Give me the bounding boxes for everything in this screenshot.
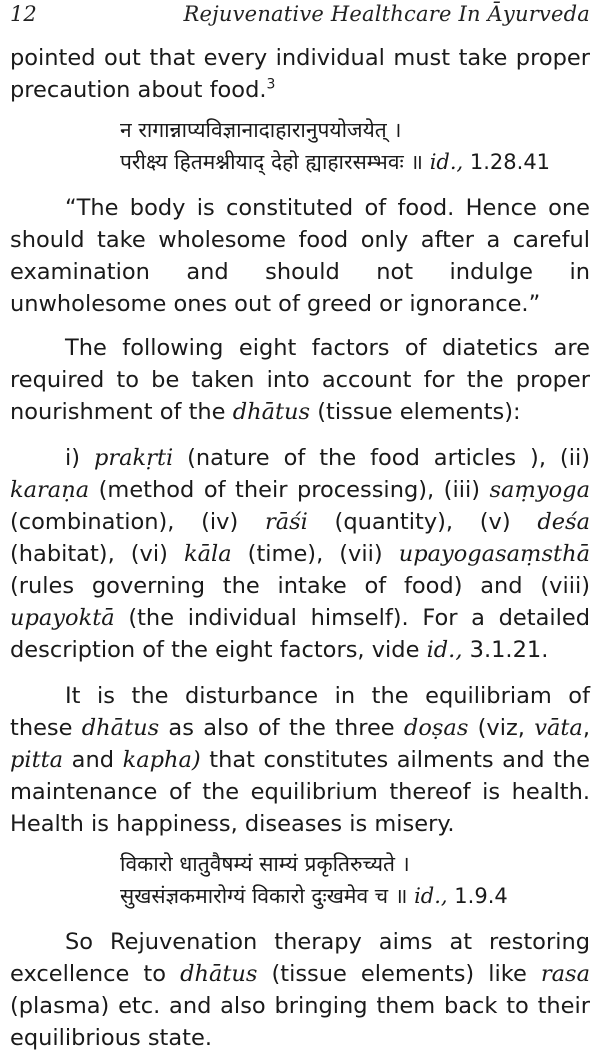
p5-i4: pitta [10,747,64,773]
paragraph-5 [10,680,590,840]
verse-2-ref: 1.9.4 [454,884,508,908]
p6-i2: rasa [540,961,590,987]
p4-t2: (nature of the food articles ), (ii) [173,445,590,471]
p4-t5: (quantity), (v) [307,509,538,535]
verse-1-line-1: न रागान्नाप्यविज्ञानादाहारानुपयोजयेत् । [120,118,402,142]
p5-t2: as also of the three [159,715,404,741]
p4-i2: karaṇa [10,477,90,503]
p4-t7: (time), (vii) [231,541,399,567]
p5-t4: , [582,715,590,741]
p3-text-b: (tissue elements): [310,399,521,425]
verse-1-ref: 1.28.41 [469,150,551,174]
p4-t4: (combination), (iv) [10,509,265,535]
p4-t1: i) [65,445,94,471]
p4-i5: deśa [537,509,591,535]
page-number: 12 [10,2,37,26]
footnote-marker: 3 [266,76,276,93]
running-title: Rejuvenative Healthcare In Āyurveda [183,2,590,26]
verse-2-line-2 [10,880,590,912]
p4-t8: (rules governing the intake of food) and (viii) [10,573,590,599]
p5-t5: and [63,747,123,773]
paragraph-1 [10,42,590,106]
paragraph-3 [10,332,590,428]
p5-t6: that constitutes ailments and the maintenance of the equilibrium thereof is health. Health is happiness, diseases is misery. [10,747,590,837]
p4-i9: id., [426,637,463,663]
p4-i1: prakṛti [93,445,174,471]
p6-t3: (plasma) etc. and also bringing them back to their equilibrious state. [10,993,590,1051]
p4-i4: rāśi [264,509,308,535]
p4-i3: saṃyoga [489,477,590,503]
p4-i7: upayogasaṃsthā [398,541,590,567]
p5-i1: dhātus [81,715,160,741]
p4-i8: upayoktā [10,605,115,631]
p6-i1: dhātus [180,961,258,987]
running-header [10,0,590,42]
p5-t1: It is the disturbance in the equilibriam of these [10,683,590,741]
paragraph-4 [10,442,590,666]
p4-t9: (the individual himself). For a detailed description of the eight factors, vide [10,605,590,663]
paragraph-6 [10,926,590,1054]
p5-i5: kapha) [122,747,201,773]
p5-t3: (viz, [468,715,535,741]
verse-2 [10,848,590,912]
verse-1-cite: id., [429,150,464,174]
p4-t10: 3.1.21. [462,637,549,663]
p4-t3: (method of their processing), (iii) [89,477,490,503]
p3-text-a: The following eight factors of diatetics are required to be taken into account for the proper nourishment of the [10,335,590,425]
p5-i3: vāta [534,715,583,741]
verse-1-line-2-text: परीक्ष्य हितमश्नीयाद् देहो ह्याहारसम्भवः ॥ [120,150,423,174]
paragraph-2-quote: “The body is constituted of food. Hence one should take wholesome food only after a careful examination and should not indulge in unwholesome ones out of greed or ignorance.” [10,195,590,317]
p6-t1: So Rejuvenation therapy aims at restoring excellence to [10,929,590,987]
p3-term: dhātus [232,399,311,425]
verse-2-cite: id., [414,884,448,908]
p4-i6: kāla [183,541,232,567]
verse-2-line-2-text: सुखसंज्ञकमारोग्यं विकारो दुःखमेव च ॥ [120,884,408,908]
p4-t6: (habitat), (vi) [10,541,184,567]
verse-2-line-1: विकारो धातुवैषम्यं साम्यं प्रकृतिरुच्यते । [120,852,410,876]
p5-i2: doṣas [403,715,469,741]
verse-1-line-2 [10,146,590,178]
verse-1 [10,114,590,178]
paragraph-1-text: pointed out that every individual must take proper precaution about food. [10,45,590,103]
p6-t2: (tissue elements) like [257,961,541,987]
